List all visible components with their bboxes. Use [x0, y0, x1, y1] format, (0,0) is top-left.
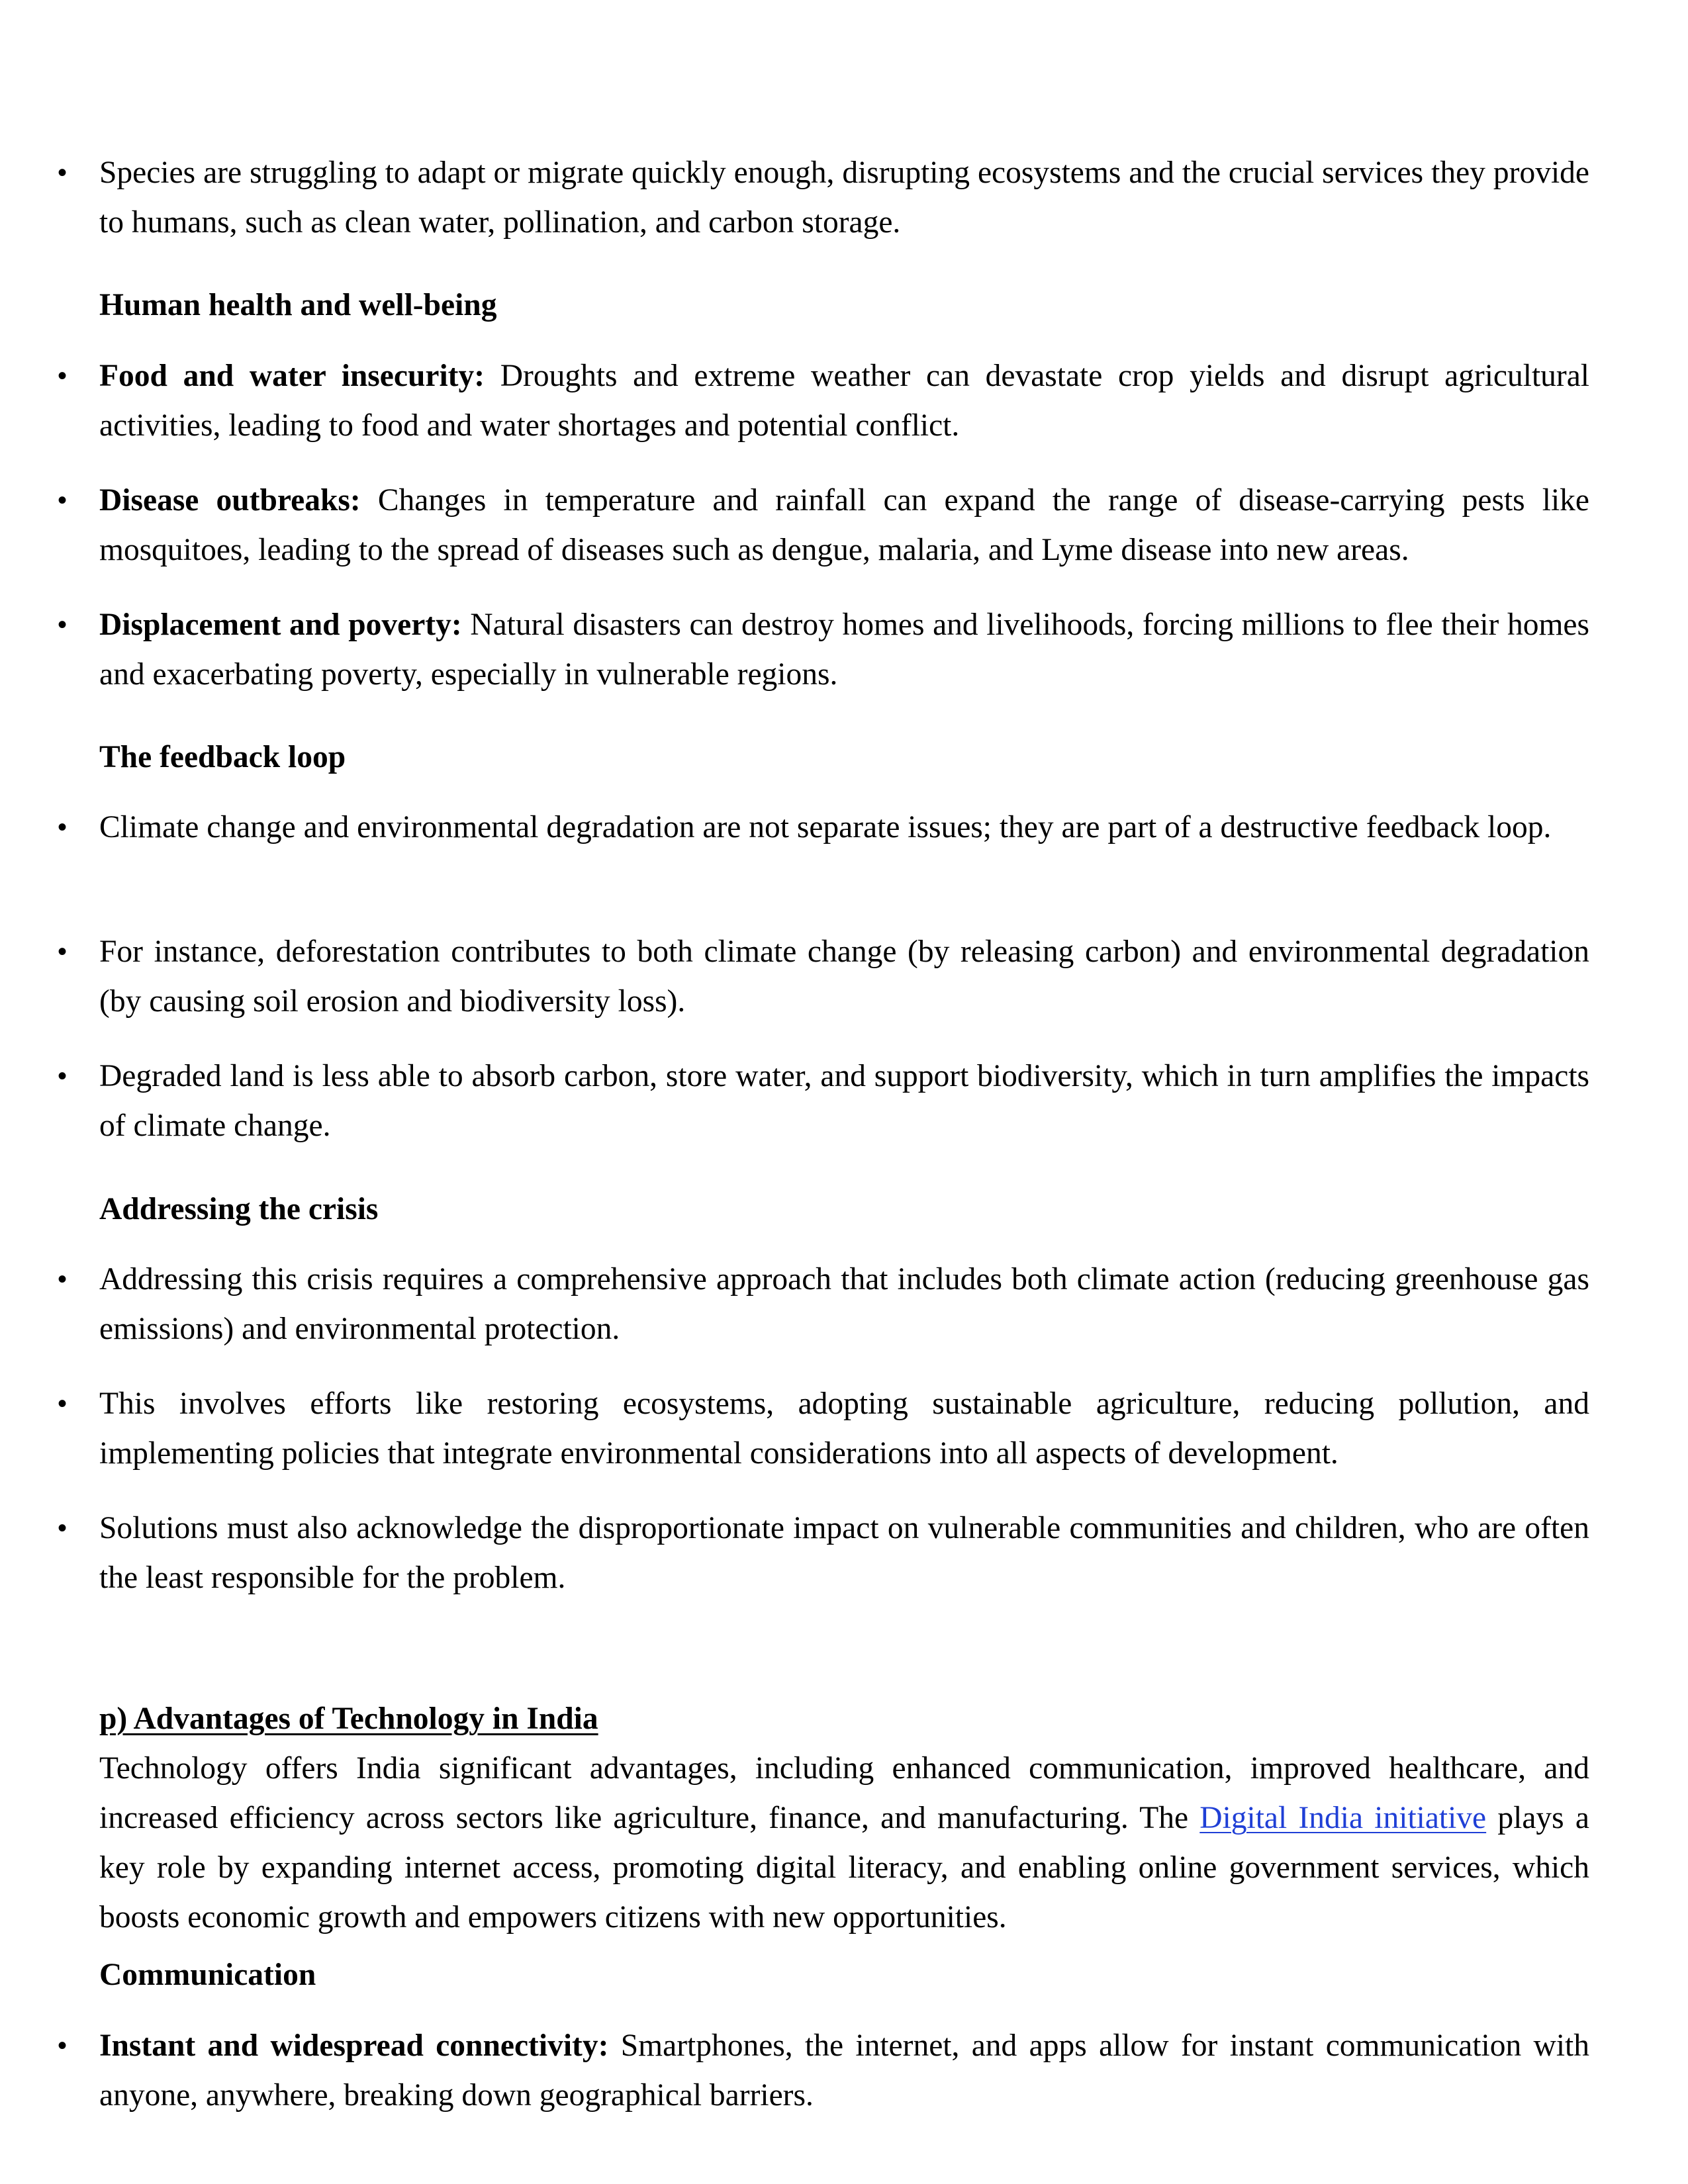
list-item: [57, 1052, 1589, 1151]
intro-text-continued: plays a key role by expanding internet access, promoting digital literacy, and enabling online government services, which boosts economic growth and empowers citizens with new opportunities.: [99, 1801, 1589, 1934]
section-heading-addressing-crisis: Addressing the crisis: [99, 1192, 379, 1226]
list-item-label: Disease outbreaks:: [99, 483, 361, 518]
list-item-label: Instant and widespread connectivity:: [99, 2028, 609, 2063]
bullet-marker: •: [57, 813, 67, 842]
bullet-marker: •: [57, 486, 67, 515]
bullet-marker: •: [57, 937, 67, 966]
bullet-marker: •: [57, 1514, 67, 1543]
list-item: [57, 803, 1589, 852]
list-item: [57, 1379, 1589, 1479]
subheading-communication: Communication: [99, 1958, 316, 1992]
list-item-text: Species are struggling to adapt or migrate quickly enough, disrupting ecosystems and the crucial services they provide to humans, such as clean water, pollination, and carbon storage.: [99, 156, 1589, 240]
list-item: [57, 927, 1589, 1026]
bullet-marker: •: [57, 2031, 67, 2060]
list-item: [57, 1504, 1589, 1603]
list-item-label: Food and water insecurity:: [99, 359, 485, 393]
list-item-text: Solutions must also acknowledge the disproportionate impact on vulnerable communities and children, who are often the least responsible for the problem.: [99, 1511, 1589, 1595]
list-item: [57, 600, 1589, 700]
list-item-text: This involves efforts like restoring ecosystems, adopting sustainable agriculture, reducing pollution, and implementing policies that integrate environmental considerations into all aspects of development.: [99, 1387, 1589, 1471]
technology-intro-paragraph: [99, 1744, 1589, 1942]
bullet-marker: •: [57, 158, 67, 187]
section-title-technology: p) Advantages of Technology in India: [99, 1702, 598, 1736]
list-item-text: Smartphones, the internet, and apps allow for instant communication with anyone, anywhere, breaking down geographical barriers.: [99, 2028, 1589, 2113]
list-item: [57, 2021, 1589, 2120]
bullet-marker: •: [57, 1062, 67, 1091]
bullet-marker: •: [57, 1389, 67, 1418]
list-item-text: Climate change and environmental degradation are not separate issues; they are part of a destructive feedback loop.: [99, 810, 1552, 844]
intro-text: Technology offers India significant advantages, including enhanced communication, improved healthcare, and increased efficiency across sectors like agriculture, finance, and manufacturing. The: [99, 1751, 1589, 1835]
list-item-text: Degraded land is less able to absorb carbon, store water, and support biodiversity, which in turn amplifies the impacts of climate change.: [99, 1059, 1589, 1143]
list-item-text: Natural disasters can destroy homes and livelihoods, forcing millions to flee their homes and exacerbating poverty, especially in vulnerable regions.: [99, 608, 1589, 692]
bullet-marker: •: [57, 610, 67, 639]
bullet-marker: •: [57, 1265, 67, 1294]
list-item-label: Displacement and poverty:: [99, 608, 462, 642]
digital-india-link[interactable]: Digital India initiative: [1199, 1801, 1487, 1835]
list-item-text: Addressing this crisis requires a comprehensive approach that includes both climate action (reducing greenhouse gas emissions) and environmental protection.: [99, 1262, 1589, 1346]
list-item-text: Droughts and extreme weather can devastate crop yields and disrupt agricultural activities, leading to food and water shortages and potential conflict.: [99, 359, 1589, 443]
list-item: [57, 148, 1589, 248]
bullet-marker: •: [57, 361, 67, 390]
section-heading-human-health: Human health and well-being: [99, 288, 497, 322]
list-item-text: For instance, deforestation contributes to both climate change (by releasing carbon) and environmental degradation (by causing soil erosion and biodiversity loss).: [99, 934, 1589, 1019]
list-item: [57, 351, 1589, 451]
list-item-text: Changes in temperature and rainfall can expand the range of disease-carrying pests like mosquitoes, leading to the spread of diseases such as dengue, malaria, and Lyme disease into new areas.: [99, 483, 1589, 567]
list-item: [57, 476, 1589, 575]
list-item: [57, 1255, 1589, 1354]
section-heading-feedback-loop: The feedback loop: [99, 740, 346, 774]
